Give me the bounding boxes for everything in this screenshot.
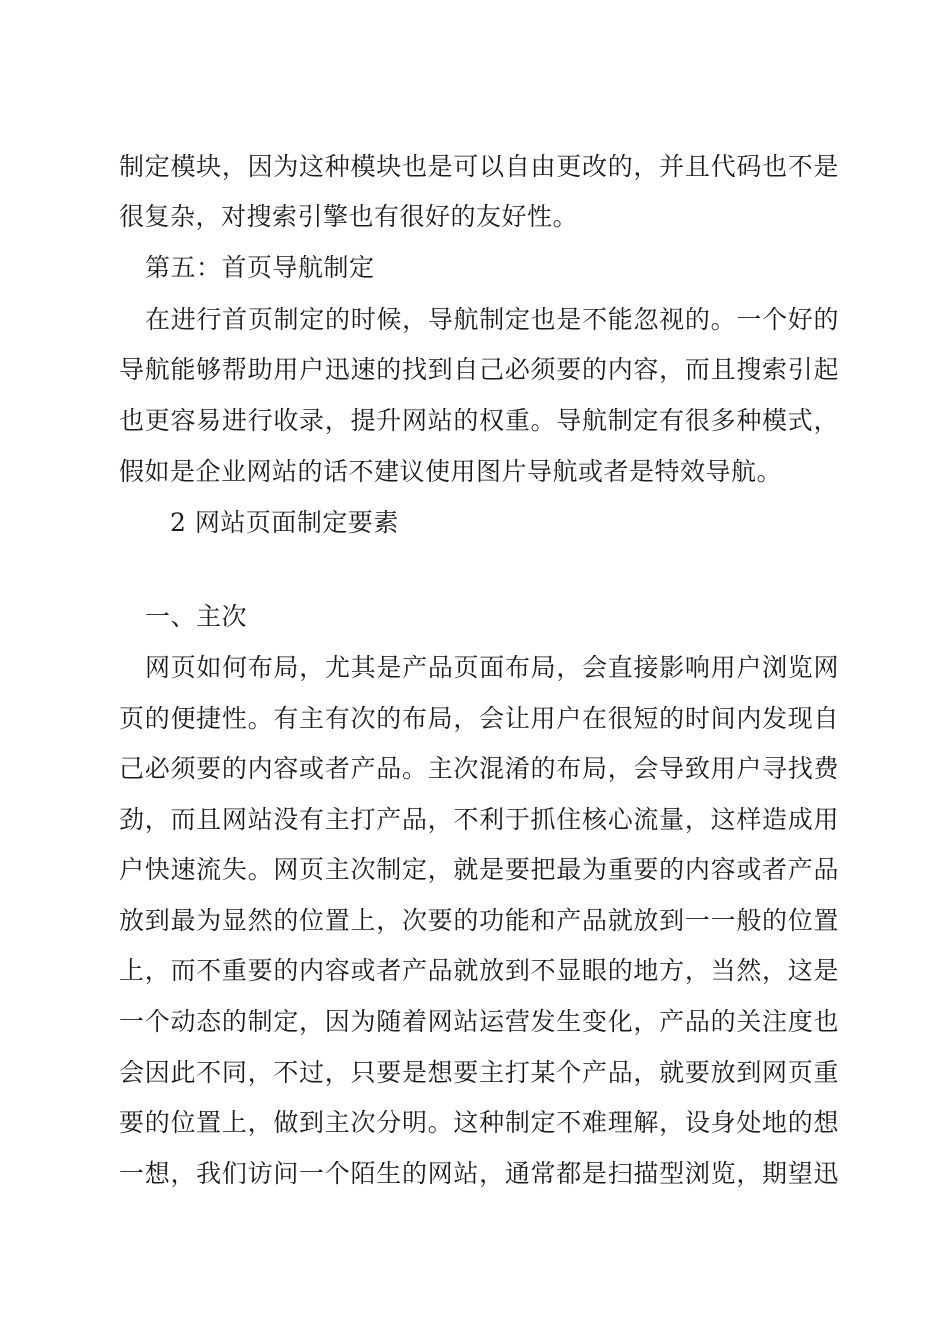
paragraph-line: 要的位置上，做到主次分明。这种制定不难理解，设身处地的想 bbox=[119, 1108, 839, 1137]
paragraph-line: 上，而不重要的内容或者产品就放到不显眼的地方，当然，这是 bbox=[119, 956, 839, 985]
paragraph-line: 导航能够帮助用户迅速的找到自己必须要的内容，而且搜索引起 bbox=[119, 355, 839, 384]
paragraph-line: 户快速流失。网页主次制定，就是要把最为重要的内容或者产品 bbox=[119, 855, 839, 884]
paragraph-line: 页的便捷性。有主有次的布局，会让用户在很短的时间内发现自 bbox=[119, 704, 839, 733]
section-heading: 2 网站页面制定要素 bbox=[170, 508, 399, 537]
paragraph-line: 会因此不同，不过，只要是想要主打某个产品，就要放到网页重 bbox=[119, 1058, 839, 1087]
paragraph-line: 在进行首页制定的时候，导航制定也是不能忽视的。一个好的 bbox=[145, 305, 839, 334]
section-heading: 第五：首页导航制定 bbox=[145, 253, 375, 282]
paragraph-line: 一想，我们访问一个陌生的网站，通常都是扫描型浏览，期望迅 bbox=[119, 1159, 839, 1188]
paragraph-line: 一个动态的制定，因为随着网站运营发生变化，产品的关注度也 bbox=[119, 1007, 839, 1036]
paragraph-line: 网页如何布局，尤其是产品页面布局，会直接影响用户浏览网 bbox=[145, 653, 839, 682]
paragraph-line: 放到最为显然的位置上，次要的功能和产品就放到一一般的位置 bbox=[119, 906, 839, 935]
paragraph-line: 制定模块，因为这种模块也是可以自由更改的，并且代码也不是 bbox=[119, 152, 839, 181]
subsection-heading: 一、主次 bbox=[145, 602, 248, 631]
paragraph-line: 也更容易进行收录，提升网站的权重。导航制定有很多种模式， bbox=[119, 406, 839, 435]
paragraph-line: 很复杂，对搜索引擎也有很好的友好性。 bbox=[119, 202, 579, 231]
paragraph-line: 己必须要的内容或者产品。主次混淆的布局，会导致用户寻找费 bbox=[119, 754, 839, 783]
paragraph-line: 假如是企业网站的话不建议使用图片导航或者是特效导航。 bbox=[119, 457, 783, 486]
paragraph-line: 劲，而且网站没有主打产品，不利于抓住核心流量，这样造成用 bbox=[119, 805, 839, 834]
